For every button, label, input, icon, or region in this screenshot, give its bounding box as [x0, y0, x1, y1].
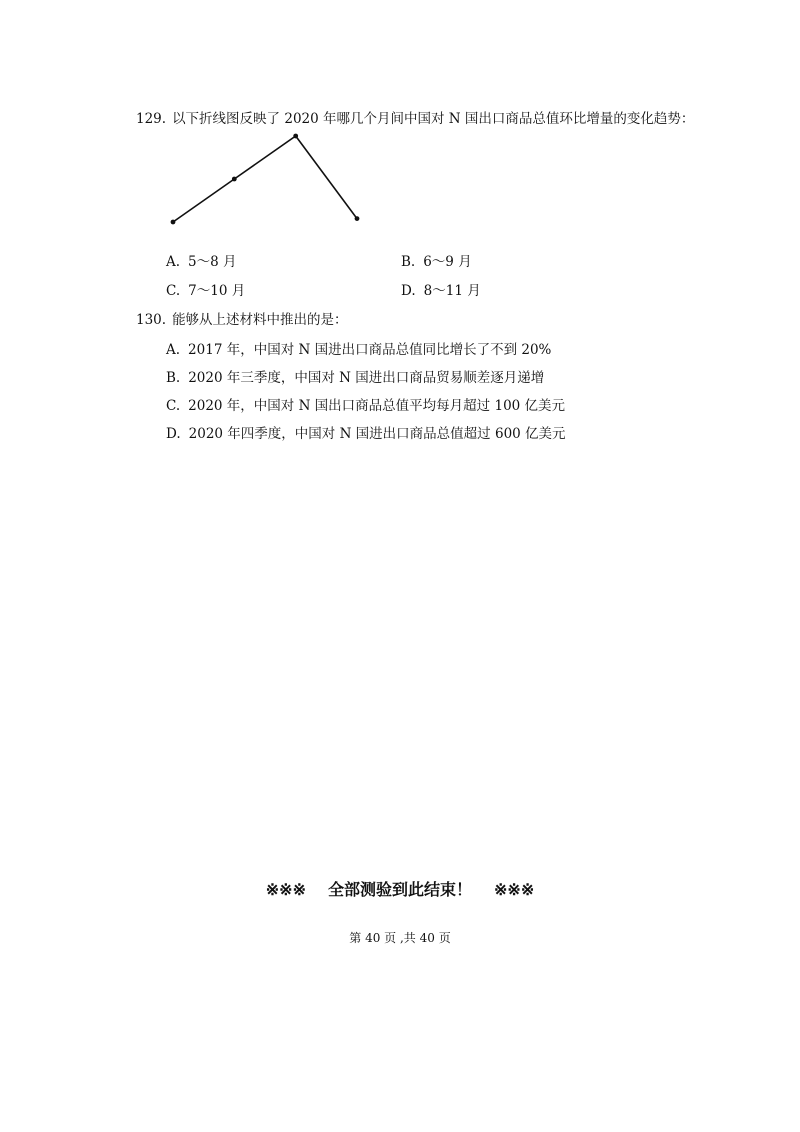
option-130-c[interactable] [166, 397, 565, 415]
question-stem: 能够从上述材料中推出的是： [172, 312, 348, 328]
page-number: 第 40 页 ,共 40 页 [349, 931, 451, 945]
option-letter: A. [166, 342, 181, 358]
option-letter: A. [166, 254, 181, 270]
decorative-marks-right: ※※※ [494, 880, 535, 899]
option-129-c[interactable] [166, 282, 245, 300]
option-letter: C. [166, 398, 181, 414]
option-text: 7～10 月 [188, 283, 246, 299]
option-text: 2020 年三季度，中国对 N 国进出口商品贸易顺差逐月递增 [188, 370, 545, 386]
decorative-marks-left: ※※※ [265, 880, 306, 899]
option-letter: C. [166, 283, 181, 299]
option-letter: B. [401, 254, 416, 270]
chart-point-3 [293, 134, 298, 139]
chart-points [171, 134, 360, 225]
question-number: 129. [136, 111, 167, 127]
option-text: 5～8 月 [188, 254, 237, 270]
option-text: 2020 年四季度，中国对 N 国进出口商品总值超过 600 亿美元 [188, 426, 566, 442]
trend-line-chart [160, 126, 370, 232]
question-stem: 以下折线图反映了 2020 年哪几个月间中国对 N 国出口商品总值环比增量的变化趋势： [172, 111, 695, 127]
option-letter: B. [166, 370, 181, 386]
chart-series-line [173, 136, 357, 222]
end-notice [0, 880, 800, 900]
option-130-b[interactable] [166, 369, 544, 387]
option-130-a[interactable] [166, 341, 551, 359]
question-130 [136, 311, 348, 329]
option-letter: D. [401, 283, 416, 299]
option-129-d[interactable] [401, 282, 481, 300]
chart-point-2 [232, 177, 237, 182]
option-letter: D. [166, 426, 181, 442]
option-129-a[interactable] [166, 253, 237, 271]
chart-point-4 [355, 216, 360, 221]
option-129-b[interactable] [401, 253, 472, 271]
option-text: 6～9 月 [423, 254, 472, 270]
option-text: 2017 年，中国对 N 国进出口商品总值同比增长了不到 20% [188, 342, 552, 358]
option-text: 8～11 月 [423, 283, 481, 299]
option-130-d[interactable] [166, 425, 566, 443]
end-notice-text: 全部测验到此结束！ [327, 880, 472, 899]
option-text: 2020 年，中国对 N 国出口商品总值平均每月超过 100 亿美元 [188, 398, 566, 414]
question-number: 130. [136, 312, 167, 328]
chart-point-1 [171, 220, 176, 225]
